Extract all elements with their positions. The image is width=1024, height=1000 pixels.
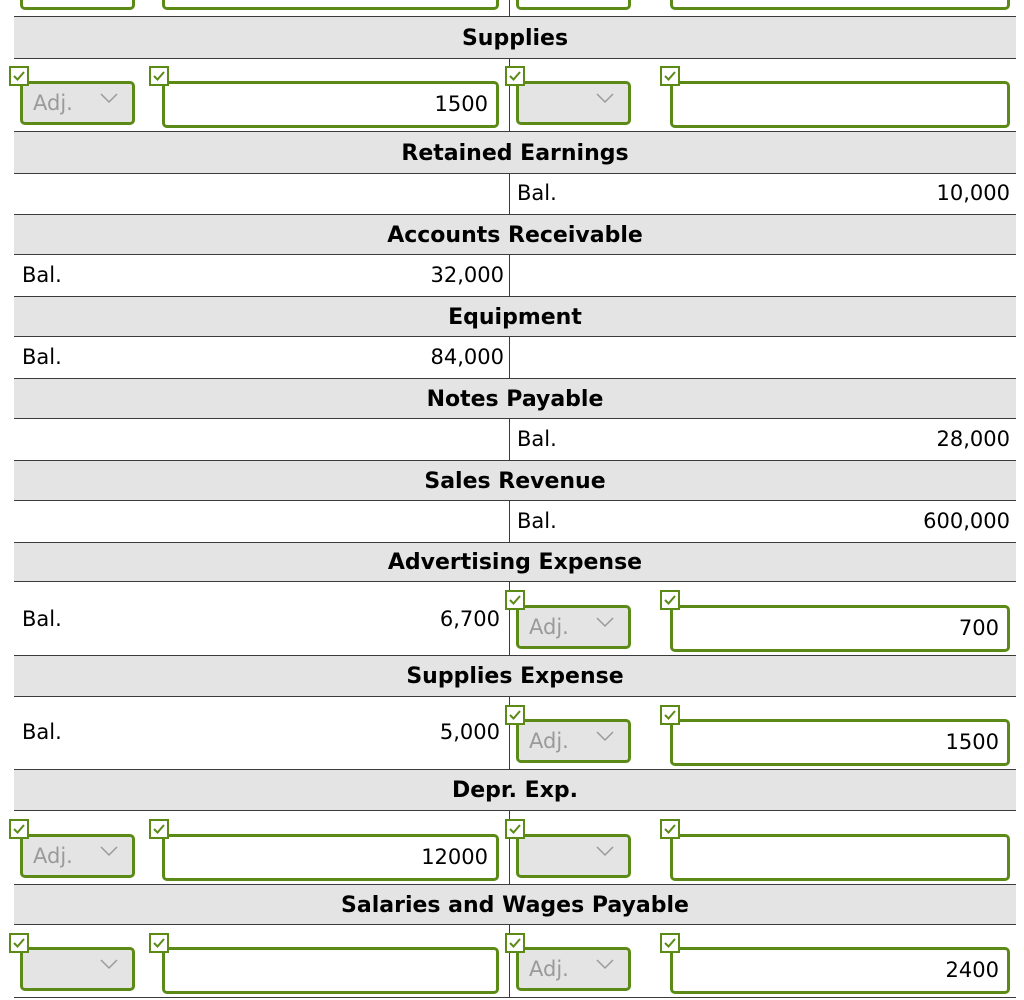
chevron-down-icon: [100, 92, 118, 104]
sales-revenue-credit-balance: 600,000: [923, 509, 1010, 533]
t-account-divider: [509, 0, 510, 16]
check-icon: [9, 819, 29, 839]
check-icon: [660, 590, 680, 610]
check-icon: [149, 819, 169, 839]
salaries-wages-payable-debit-amount-input[interactable]: [162, 947, 499, 994]
partial-input-box[interactable]: [162, 0, 499, 10]
t-account-divider: [509, 174, 510, 214]
t-account-divider: [509, 255, 510, 296]
check-icon: [9, 66, 29, 86]
chevron-down-icon: [596, 616, 614, 628]
account-header-supplies-expense: Supplies Expense: [14, 655, 1016, 697]
check-icon: [505, 590, 525, 610]
check-icon: [149, 66, 169, 86]
partial-input-box[interactable]: [20, 0, 135, 10]
supplies-credit-amount-input[interactable]: [670, 81, 1010, 128]
check-icon: [660, 819, 680, 839]
supplies-credit-select[interactable]: [516, 81, 631, 125]
t-account-divider: [509, 419, 510, 460]
depr-exp-debit-select[interactable]: [20, 834, 135, 878]
check-icon: [660, 933, 680, 953]
partial-input-box[interactable]: [516, 0, 631, 10]
select-value: Adj.: [529, 729, 569, 753]
account-header-accounts-receivable: Accounts Receivable: [14, 214, 1016, 255]
account-header-depr-exp: Depr. Exp.: [14, 769, 1016, 811]
check-icon: [660, 705, 680, 725]
check-icon: [660, 66, 680, 86]
input-value: 1500: [434, 92, 488, 116]
supplies-debit-amount-input[interactable]: [162, 81, 499, 128]
bal-label: Bal.: [517, 181, 557, 205]
input-value: 1500: [945, 730, 999, 754]
salaries-wages-payable-credit-select[interactable]: [516, 947, 631, 991]
salaries-wages-payable-debit-select[interactable]: [20, 947, 135, 991]
chevron-down-icon: [596, 958, 614, 970]
select-value: Adj.: [33, 91, 73, 115]
supplies-expense-credit-select[interactable]: [516, 719, 631, 763]
accounts-receivable-debit-balance: 32,000: [430, 263, 504, 287]
bal-label: Bal.: [22, 607, 62, 631]
account-header-advertising-expense: Advertising Expense: [14, 542, 1016, 582]
select-value: Adj.: [33, 844, 73, 868]
input-value: 2400: [945, 958, 999, 982]
depr-exp-debit-amount-input[interactable]: [162, 834, 499, 881]
chevron-down-icon: [596, 92, 614, 104]
account-header-supplies: Supplies: [14, 16, 1016, 59]
advertising-expense-debit-balance: 6,700: [439, 607, 500, 631]
bal-label: Bal.: [22, 263, 62, 287]
check-icon: [149, 933, 169, 953]
account-header-sales-revenue: Sales Revenue: [14, 460, 1016, 501]
chevron-down-icon: [100, 958, 118, 970]
input-value: 12000: [421, 845, 488, 869]
supplies-debit-select[interactable]: [20, 81, 135, 125]
retained-earnings-credit-balance: 10,000: [936, 181, 1010, 205]
equipment-debit-balance: 84,000: [430, 345, 504, 369]
supplies-expense-credit-amount-input[interactable]: [670, 719, 1010, 766]
check-icon: [505, 933, 525, 953]
bal-label: Bal.: [22, 345, 62, 369]
check-icon: [505, 66, 525, 86]
bal-label: Bal.: [517, 427, 557, 451]
account-header-salaries-wages-payable: Salaries and Wages Payable: [14, 884, 1016, 925]
check-icon: [505, 819, 525, 839]
check-icon: [9, 933, 29, 953]
select-value: Adj.: [529, 957, 569, 981]
bal-label: Bal.: [22, 720, 62, 744]
partial-input-box[interactable]: [670, 0, 1010, 10]
t-account-divider: [509, 501, 510, 542]
bal-label: Bal.: [517, 509, 557, 533]
account-header-notes-payable: Notes Payable: [14, 378, 1016, 419]
notes-payable-credit-balance: 28,000: [936, 427, 1010, 451]
t-account-divider: [509, 337, 510, 378]
chevron-down-icon: [100, 845, 118, 857]
account-header-equipment: Equipment: [14, 296, 1016, 337]
advertising-expense-credit-amount-input[interactable]: [670, 605, 1010, 652]
account-header-retained-earnings: Retained Earnings: [14, 131, 1016, 174]
check-icon: [505, 705, 525, 725]
depr-exp-credit-select[interactable]: [516, 834, 631, 878]
input-value: 700: [958, 616, 999, 640]
chevron-down-icon: [596, 845, 614, 857]
table-bottom-border: [14, 997, 1016, 998]
chevron-down-icon: [596, 730, 614, 742]
depr-exp-credit-amount-input[interactable]: [670, 834, 1010, 881]
select-value: Adj.: [529, 615, 569, 639]
advertising-expense-credit-select[interactable]: [516, 605, 631, 649]
supplies-expense-debit-balance: 5,000: [439, 720, 500, 744]
salaries-wages-payable-credit-amount-input[interactable]: [670, 947, 1010, 994]
